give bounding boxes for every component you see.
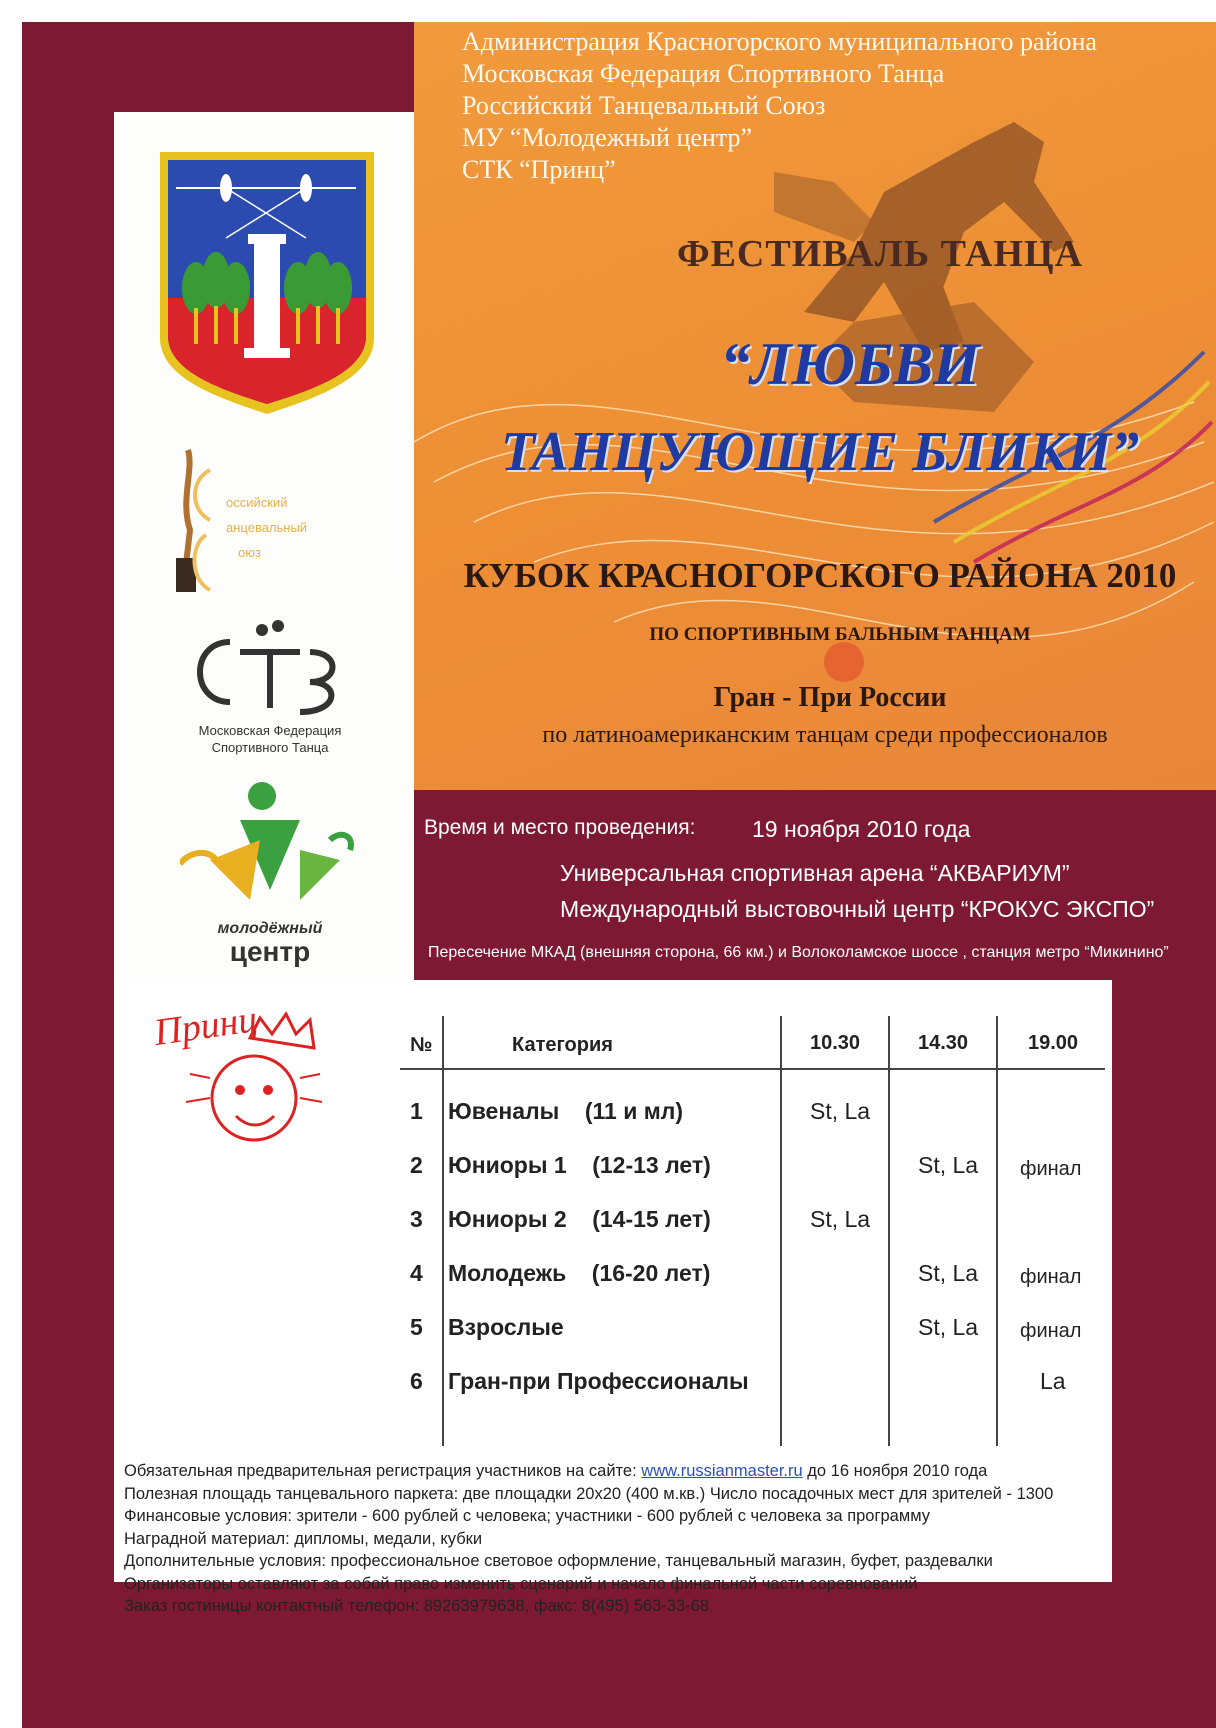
moscow-sport-dance-federation-logo xyxy=(170,612,370,762)
registration-text: Обязательная предварительная регистрация участников на сайте: xyxy=(124,1462,637,1480)
row-number: 6 xyxy=(410,1368,423,1394)
table-divider xyxy=(442,1016,444,1446)
rts-line: оюз xyxy=(238,545,261,560)
cup-title: КУБОК КРАСНОГОРСКОГО РАЙОНА 2010 xyxy=(463,556,1177,595)
rts-line: оссийский xyxy=(226,495,288,510)
row-category: Гран-при Профессионалы xyxy=(448,1368,749,1394)
prince-logo-text: Принц xyxy=(151,998,260,1054)
header-1900: 19.00 xyxy=(1028,1032,1079,1054)
venue-label: Время и место проведения: xyxy=(424,816,696,839)
note-line: Организаторы оставляют за собой право изменить сценарий и начало финальной части соревнований xyxy=(124,1574,918,1593)
note-line: Полезная площадь танцевального паркета: две площадки 20х20 (400 м.кв.) Число посадочных мест для зрителей - 1300 xyxy=(124,1484,1054,1503)
grand-prix-title: Гран - При России xyxy=(713,682,947,713)
row-slot-1430: St, La xyxy=(918,1152,979,1178)
festival-subtitle-line2: ТАНЦУЮЩИЕ БЛИКИ” xyxy=(500,421,1140,483)
registration-deadline: до 16 ноября 2010 года xyxy=(807,1462,988,1480)
row-slot-1900: La xyxy=(1040,1368,1066,1394)
grand-prix-subtitle: по латиноамериканским танцам среди профессионалов xyxy=(542,722,1108,748)
row-category: Взрослые xyxy=(448,1314,564,1340)
header-no: № xyxy=(410,1034,433,1056)
organizer: СТК “Принц” xyxy=(462,155,616,184)
note-line: Заказ гостиницы контактный телефон: 89263979638, факс: 8(495) 563-33-68 xyxy=(124,1597,709,1615)
russian-dance-union-logo xyxy=(170,440,380,600)
row-slot-1430: St, La xyxy=(918,1260,979,1286)
table-divider xyxy=(996,1016,998,1446)
organizer: Российский Танцевальный Союз xyxy=(462,91,826,120)
note-line: Дополнительные условия: профессиональное световое оформление, танцевальный магазин, буфет, раздевалки xyxy=(124,1552,993,1570)
youth-center-logo xyxy=(180,780,360,980)
row-slot-1430: St, La xyxy=(918,1314,979,1340)
youth-caption-line1: молодёжный xyxy=(217,920,323,937)
schedule-table xyxy=(400,1016,1110,1446)
row-category: Юниоры 2 (14-15 лет) xyxy=(448,1206,711,1232)
venue-date: 19 ноября 2010 года xyxy=(752,816,971,842)
row-number: 4 xyxy=(410,1260,423,1286)
venue-expo-center: Международный выстовочный центр “КРОКУС ЭКСПО” xyxy=(560,896,1155,922)
table-divider xyxy=(780,1016,782,1446)
festival-subtitle-line1: “ЛЮБВИ xyxy=(720,331,980,397)
registration-note xyxy=(124,1460,1114,1483)
venue-directions: Пересечение МКАД (внешняя сторона, 66 км.) и Волоколамское шоссе , станция метро “Микинино” xyxy=(428,944,1169,961)
row-number: 5 xyxy=(410,1314,423,1340)
row-slot-1900: финал xyxy=(1020,1320,1082,1342)
header-category: Категория xyxy=(512,1034,613,1056)
cup-subtitle: ПО СПОРТИВНЫМ БАЛЬНЫМ ТАНЦАМ xyxy=(649,624,1031,645)
row-category: Юниоры 1 (12-13 лет) xyxy=(448,1152,711,1178)
row-category: Молодежь (16-20 лет) xyxy=(448,1260,711,1286)
organizer: Администрация Красногорского муниципального района xyxy=(462,27,1097,56)
header-1030: 10.30 xyxy=(810,1032,861,1054)
registration-link[interactable]: www.russianmaster.ru xyxy=(641,1462,803,1480)
row-slot-1030: St, La xyxy=(810,1098,871,1124)
venue-arena: Универсальная спортивная арена “АКВАРИУМ” xyxy=(560,860,1070,886)
note-line: Финансовые условия: зрители - 600 рублей с человека; участники - 600 рублей с человека за программу xyxy=(124,1507,930,1525)
table-header-rule xyxy=(400,1068,1105,1070)
row-slot-1030: St, La xyxy=(810,1206,871,1232)
row-number: 1 xyxy=(410,1098,423,1124)
organizers-list xyxy=(462,26,1202,186)
row-slot-1900: финал xyxy=(1020,1266,1082,1288)
organizer: Московская Федерация Спортивного Танца xyxy=(462,59,945,88)
header-1430: 14.30 xyxy=(918,1032,969,1054)
rts-line: анцевальный xyxy=(226,520,308,535)
festival-title: ФЕСТИВАЛЬ ТАНЦА xyxy=(676,233,1084,275)
row-number: 2 xyxy=(410,1152,423,1178)
organizer: МУ “Молодежный центр” xyxy=(462,123,753,152)
prince-club-logo xyxy=(150,998,340,1158)
mfst-caption-line: Спортивного Танца xyxy=(211,740,329,755)
mfst-caption-line: Московская Федерация xyxy=(198,723,342,738)
event-notes xyxy=(124,1460,1114,1618)
row-category: Ювеналы (11 и мл) xyxy=(448,1098,684,1124)
row-number: 3 xyxy=(410,1206,423,1232)
table-divider xyxy=(888,1016,890,1446)
row-slot-1900: финал xyxy=(1020,1158,1082,1180)
youth-caption-line2: центр xyxy=(229,936,311,967)
krasnogorsk-coat-of-arms-icon xyxy=(156,148,378,416)
note-line: Наградной материал: дипломы, медали, кубки xyxy=(124,1529,483,1548)
